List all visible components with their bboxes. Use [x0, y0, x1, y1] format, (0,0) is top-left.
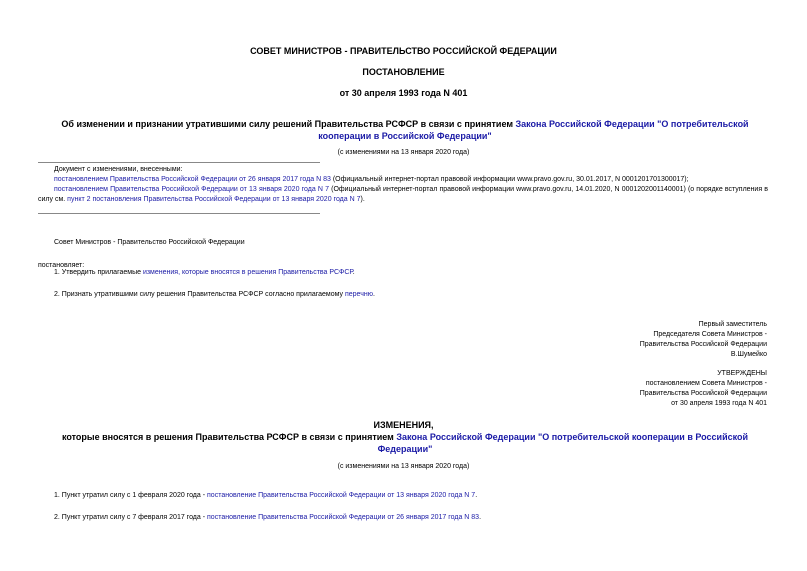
- annex-law-link[interactable]: Закона Российской Федерации "О потребительской кооперации в Российской Федерации": [377, 432, 749, 454]
- paragraph-2: [54, 290, 375, 300]
- amendments-annex-link[interactable]: изменения, которые вносятся в решения Правительства РСФСР: [142, 269, 353, 276]
- annex-title: ИЗМЕНЕНИЯ,: [373, 420, 434, 430]
- annex-item-1-end: .: [475, 492, 478, 499]
- paragraph-1-text: 1. Утвердить прилагаемые: [54, 269, 143, 276]
- signature-block: [467, 320, 767, 360]
- doc-type-heading: ПОСТАНОВЛЕНИЕ: [362, 67, 445, 77]
- changes-item-1-text: (Официальный интернет-портал правовой информации www.pravo.gov.ru, 30.01.2017, N 0001201701300017);: [330, 176, 689, 183]
- approved-line-4: от 30 апреля 1993 года N 401: [671, 400, 767, 407]
- changes-bottom-rule: [38, 213, 320, 214]
- annex-subtitle: [55, 431, 755, 455]
- decree-7-link[interactable]: постановлением Правительства Российской Федерации от 13 января 2020 года N 7: [54, 186, 329, 193]
- council-text: Совет Министров - Правительство Российской Федерации: [54, 239, 245, 246]
- annex-item-1: [54, 491, 477, 501]
- changes-intro: Документ с изменениями, внесенными:: [54, 166, 183, 173]
- doc-date-number: от 30 апреля 1993 года N 401: [339, 88, 468, 98]
- approved-line-1: УТВЕРЖДЕНЫ: [717, 370, 767, 377]
- paragraph-1: [54, 268, 355, 278]
- doc-title: [60, 118, 750, 142]
- changes-item-2-end: ).: [360, 196, 365, 203]
- decree-83-link[interactable]: постановлением Правительства Российской Федерации от 26 января 2017 года N 83: [54, 176, 331, 183]
- decree-7-point-2-link[interactable]: пункт 2 постановления Правительства Российской Федерации от 13 января 2020 года N 7: [67, 196, 361, 203]
- annex-item-1-text: 1. Пункт утратил силу с 1 февраля 2020 года -: [54, 492, 208, 499]
- changes-top-rule: [38, 162, 320, 163]
- changes-item-1: [38, 175, 768, 185]
- title-amendments: (с изменениями на 13 января 2020 года): [337, 149, 470, 156]
- signature-line-3: Правительства Российской Федерации: [639, 341, 767, 348]
- approved-line-2: постановлением Совета Министров -: [645, 380, 767, 387]
- resolves-text: постановляет:: [38, 262, 85, 269]
- paragraph-2-text: 2. Признать утратившими силу решения Правительства РСФСР согласно прилагаемому: [54, 291, 345, 298]
- approved-block: [467, 369, 767, 409]
- annex-item-2-end: .: [479, 514, 482, 521]
- paragraph-1-end: .: [352, 269, 355, 276]
- annex-amendments: (с изменениями на 13 января 2020 года): [337, 463, 470, 470]
- list-annex-link[interactable]: перечню: [344, 291, 373, 298]
- signature-line-4: В.Шумейко: [730, 351, 767, 358]
- changes-box: [38, 165, 768, 205]
- annex-decree-7-link[interactable]: постановление Правительства Российской Федерации от 13 января 2020 года N 7: [207, 492, 476, 499]
- changes-item-2: [38, 185, 768, 205]
- title-prefix: Об изменении и признании утратившими силу решений Правительства РСФСР в связи с принятием: [61, 119, 516, 129]
- law-link[interactable]: Закона Российской Федерации "О потребительской кооперации в Российской Федерации": [318, 119, 749, 141]
- paragraph-2-end: .: [372, 291, 375, 298]
- authority-heading: СОВЕТ МИНИСТРОВ - ПРАВИТЕЛЬСТВО РОССИЙСКОЙ ФЕДЕРАЦИИ: [250, 46, 557, 56]
- annex-subtitle-prefix: которые вносятся в решения Правительства РСФСР в связи с принятием: [61, 432, 397, 442]
- annex-item-2-text: 2. Пункт утратил силу с 7 февраля 2017 года -: [54, 514, 208, 521]
- signature-line-1: Первый заместитель: [698, 321, 767, 328]
- signature-line-2: Председателя Совета Министров -: [653, 331, 767, 338]
- changes-item-2-text: (Официальный интернет-портал правовой информации www.pravo.gov.ru, 14.01.2020, N 0001202001140001) (о порядке вступления в силу см.: [38, 186, 768, 203]
- annex-item-2: [54, 513, 481, 523]
- approved-line-3: Правительства Российской Федерации: [639, 390, 767, 397]
- annex-decree-83-link[interactable]: постановление Правительства Российской Федерации от 26 января 2017 года N 83: [207, 514, 480, 521]
